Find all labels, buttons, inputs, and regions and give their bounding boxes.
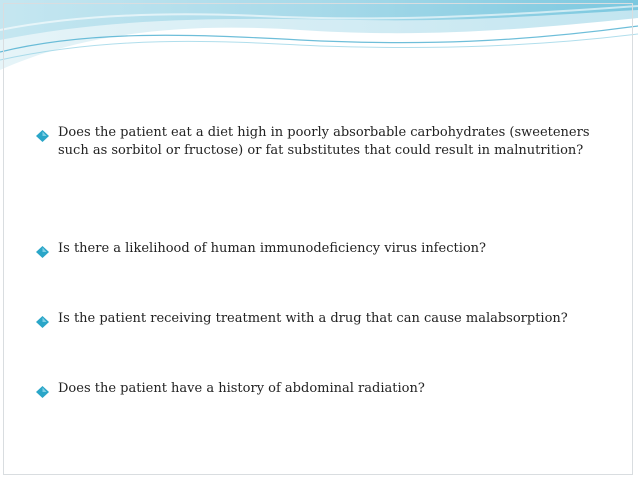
diamond-bullet-icon bbox=[36, 316, 49, 328]
diamond-bullet-icon bbox=[36, 386, 49, 398]
bullet-text: Does the patient eat a diet high in poorly absorbable carbohydrates (sweeteners such as sorbitol or fructose) or fat substitutes that could result in malnutrition? bbox=[58, 125, 590, 158]
diamond-bullet-icon bbox=[36, 130, 49, 142]
bullet-text: Is there a likelihood of human immunodeficiency virus infection? bbox=[58, 241, 487, 256]
bullet-text: Is the patient receiving treatment with a drug that can cause malabsorption? bbox=[58, 311, 568, 326]
diamond-bullet-icon bbox=[36, 246, 49, 258]
slide-border bbox=[3, 3, 633, 475]
bullet-text: Does the patient have a history of abdominal radiation? bbox=[58, 381, 425, 396]
